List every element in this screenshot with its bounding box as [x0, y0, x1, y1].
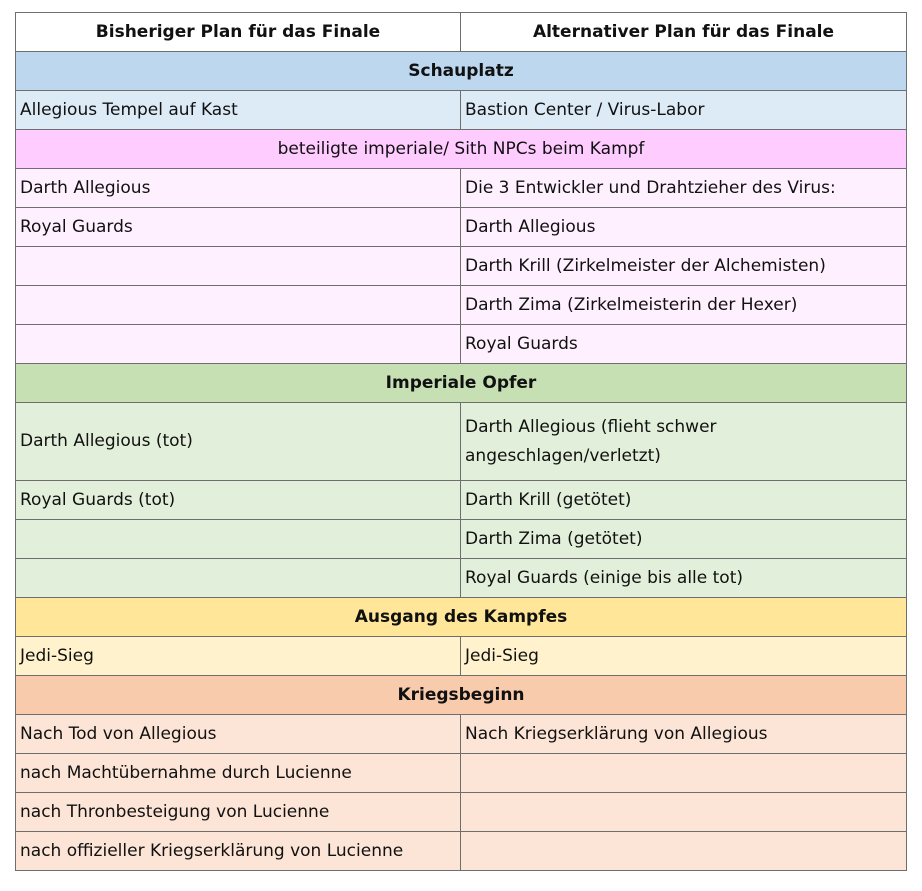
- cell-left: [16, 325, 461, 364]
- cell-left: Nach Tod von Allegious: [16, 715, 461, 754]
- cell-left: [16, 520, 461, 559]
- cell-right: Darth Krill (getötet): [461, 481, 907, 520]
- table-row: [16, 286, 907, 325]
- cell-right: Bastion Center / Virus-Labor: [461, 91, 907, 130]
- table-row: [16, 793, 907, 832]
- cell-left: [16, 559, 461, 598]
- table-row: [16, 247, 907, 286]
- cell-right: Darth Zima (Zirkelmeisterin der Hexer): [461, 286, 907, 325]
- section-title: Imperiale Opfer: [16, 364, 907, 403]
- cell-right: [461, 832, 907, 871]
- header-alternativer-plan: Alternativer Plan für das Finale: [461, 13, 907, 52]
- cell-left: Royal Guards (tot): [16, 481, 461, 520]
- cell-right: [461, 754, 907, 793]
- table-row: [16, 481, 907, 520]
- cell-right: Royal Guards: [461, 325, 907, 364]
- table-row: [16, 559, 907, 598]
- table-header-row: [16, 13, 907, 52]
- cell-right: Darth Allegious: [461, 208, 907, 247]
- cell-left: Allegious Tempel auf Kast: [16, 91, 461, 130]
- table-row: [16, 715, 907, 754]
- section-title: Schauplatz: [16, 52, 907, 91]
- cell-left: Darth Allegious (tot): [16, 403, 461, 481]
- table-row: [16, 637, 907, 676]
- section-title: beteiligte imperiale/ Sith NPCs beim Kampf: [16, 130, 907, 169]
- section-schauplatz: [16, 52, 907, 91]
- section-title: Ausgang des Kampfes: [16, 598, 907, 637]
- table-row: [16, 91, 907, 130]
- table-row: [16, 325, 907, 364]
- table-row: [16, 520, 907, 559]
- cell-right: Jedi-Sieg: [461, 637, 907, 676]
- section-imperiale-opfer: [16, 364, 907, 403]
- cell-left: Darth Allegious: [16, 169, 461, 208]
- section-title: Kriegsbeginn: [16, 676, 907, 715]
- table-row: [16, 832, 907, 871]
- cell-left: nach offizieller Kriegserklärung von Lucienne: [16, 832, 461, 871]
- table-row: [16, 169, 907, 208]
- cell-right: Darth Zima (getötet): [461, 520, 907, 559]
- cell-right: [461, 793, 907, 832]
- cell-left: nach Machtübernahme durch Lucienne: [16, 754, 461, 793]
- cell-left: nach Thronbesteigung von Lucienne: [16, 793, 461, 832]
- cell-right: Royal Guards (einige bis alle tot): [461, 559, 907, 598]
- cell-right: Nach Kriegserklärung von Allegious: [461, 715, 907, 754]
- cell-right: Darth Krill (Zirkelmeister der Alchemisten): [461, 247, 907, 286]
- table-row: [16, 403, 907, 481]
- cell-left: Royal Guards: [16, 208, 461, 247]
- table-row: [16, 208, 907, 247]
- cell-left: Jedi-Sieg: [16, 637, 461, 676]
- cell-right: Die 3 Entwickler und Drahtzieher des Virus:: [461, 169, 907, 208]
- header-bisheriger-plan: Bisheriger Plan für das Finale: [16, 13, 461, 52]
- section-ausgang-des-kampfes: [16, 598, 907, 637]
- cell-left: [16, 286, 461, 325]
- section-npcs: [16, 130, 907, 169]
- finale-plan-table: [15, 12, 907, 871]
- table-row: [16, 754, 907, 793]
- section-kriegsbeginn: [16, 676, 907, 715]
- cell-left: [16, 247, 461, 286]
- cell-right: Darth Allegious (flieht schwer angeschlagen/verletzt): [461, 403, 907, 481]
